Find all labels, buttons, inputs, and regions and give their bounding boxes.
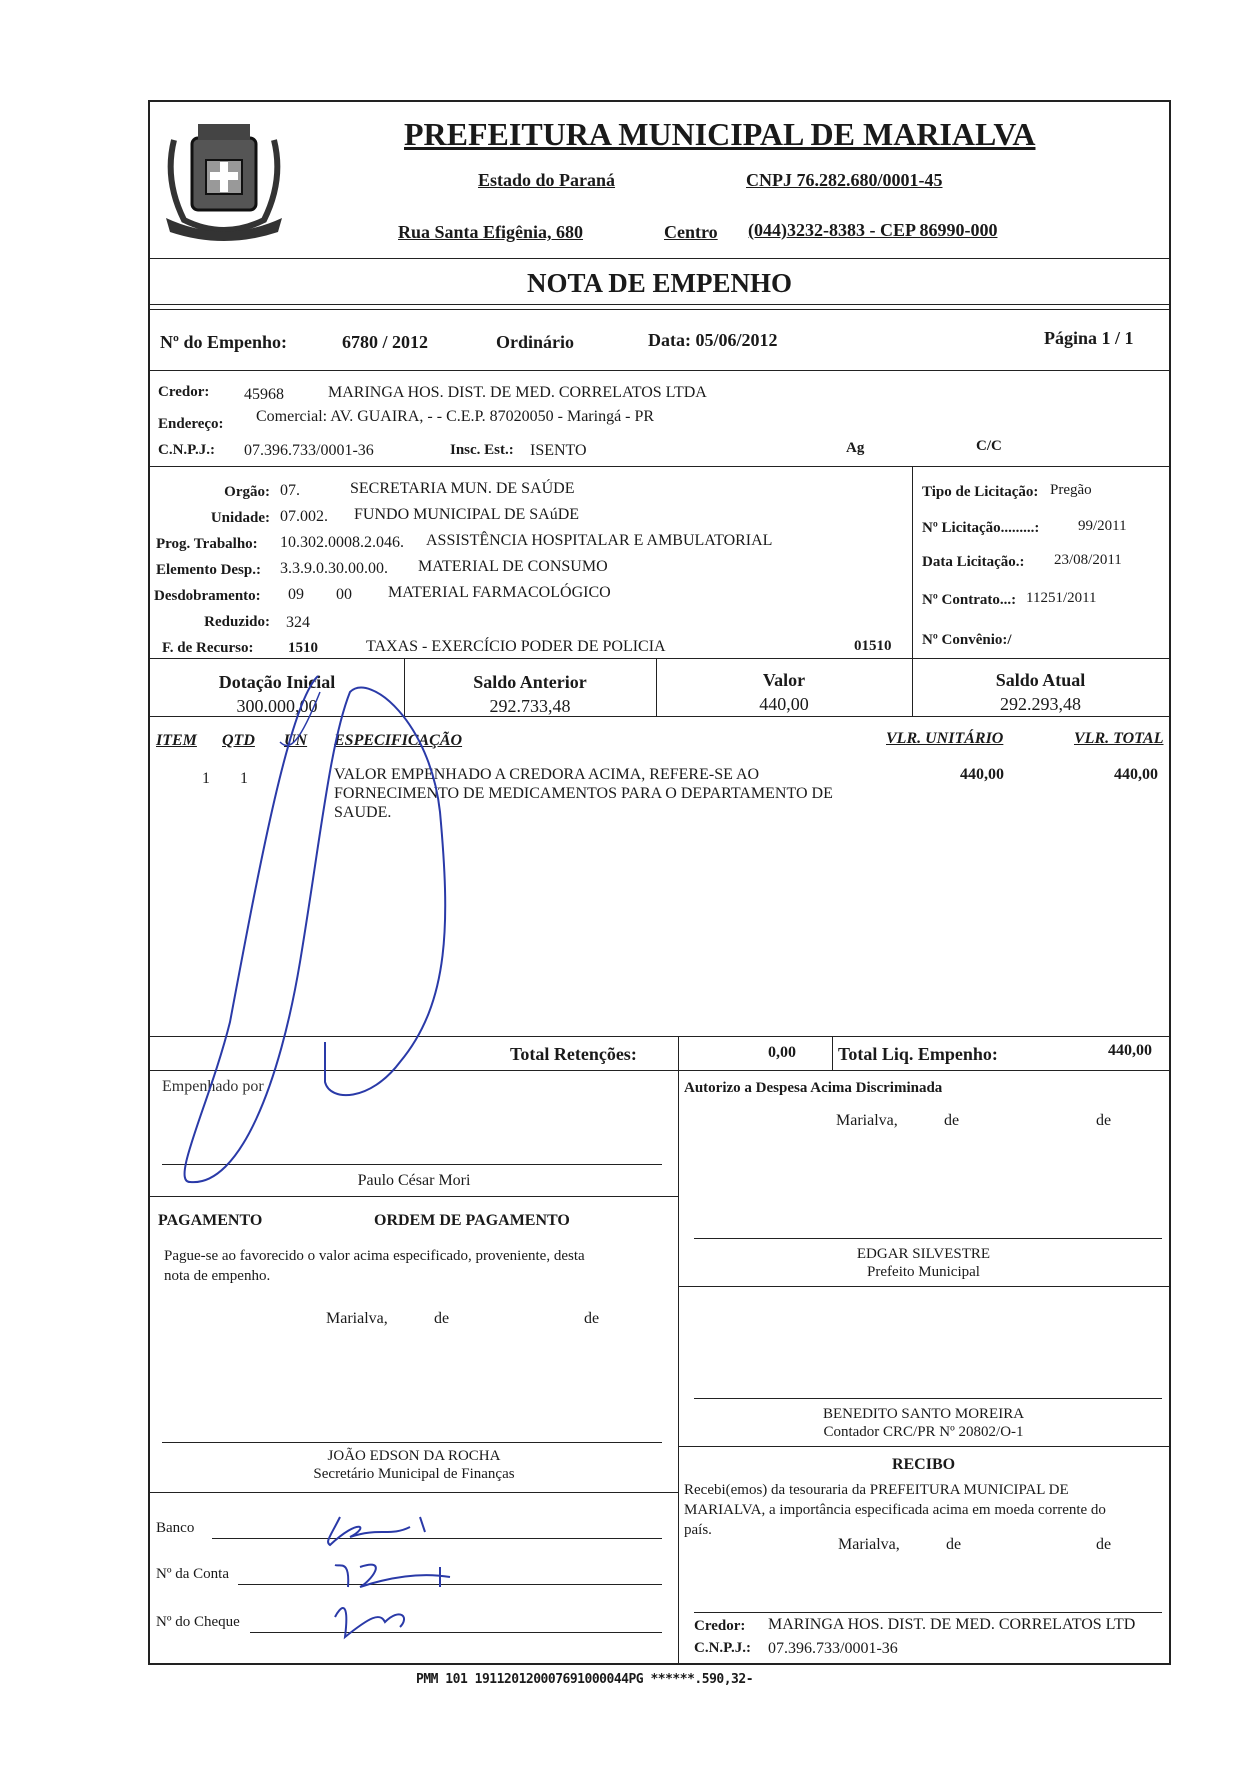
contador-name: BENEDITO SANTO MOREIRA (822, 1406, 1025, 1422)
autorizo-de-1: de (944, 1112, 960, 1129)
credor-label: Credor: (158, 384, 210, 400)
recibo-cnpj: 07.396.733/0001-36 (768, 1640, 898, 1657)
item-desc-line3: SAUDE. (334, 804, 392, 821)
credor-name: MARINGA HOS. DIST. DE MED. CORRELATOS LTDA (328, 384, 707, 401)
desdobramento-code: 09 (288, 586, 304, 603)
cc-label: C/C (976, 438, 1002, 454)
total-retencoes-label: Total Retenções: (510, 1044, 637, 1064)
pagamento-text-line2: nota de empenho. (164, 1268, 271, 1284)
recibo-city: Marialva, (838, 1536, 900, 1553)
saldo-atual-value: 292.293,48 (1000, 694, 1081, 714)
pagamento-text-line1: Pague-se ao favorecido o valor acima especificado, proveniente, desta (164, 1248, 585, 1264)
header-district: Centro (664, 222, 718, 242)
prog-name: ASSISTÊNCIA HOSPITALAR E AMBULATORIAL (426, 532, 773, 549)
pagamento-de-2: de (584, 1310, 600, 1327)
autorizo-label: Autorizo a Despesa Acima Discriminada (684, 1080, 943, 1096)
fonte-name: TAXAS - EXERCÍCIO PODER DE POLICIA (366, 638, 666, 655)
page-number: Página 1 / 1 (1044, 328, 1134, 348)
saldo-atual-label: Saldo Atual (995, 670, 1086, 690)
empenhado-por-label: Empenhado por (162, 1078, 264, 1095)
unidade-code: 07.002. (280, 508, 328, 525)
elemento-label: Elemento Desp.: (156, 562, 261, 578)
item-qtd: 1 (240, 770, 248, 787)
col-item: ITEM (156, 732, 197, 749)
reduzido-value: 324 (286, 614, 310, 631)
prog-code: 10.302.0008.2.046. (280, 534, 404, 551)
col-qtd: QTD (222, 732, 255, 749)
recibo-de-2: de (1096, 1536, 1112, 1553)
handwritten-banco-icon (300, 1497, 500, 1647)
empenho-date: Data: 05/06/2012 (648, 330, 778, 350)
prefeito-name: EDGAR SILVESTRE (856, 1246, 991, 1262)
empenho-number: 6780 / 2012 (342, 332, 429, 352)
unidade-label: Unidade: (210, 510, 270, 526)
prog-label: Prog. Trabalho: (156, 536, 258, 552)
prefeito-role: Prefeito Municipal (867, 1264, 980, 1280)
licitacao-data: 23/08/2011 (1054, 552, 1122, 568)
recibo-de-1: de (946, 1536, 962, 1553)
recibo-cnpj-label: C.N.P.J.: (694, 1640, 751, 1656)
insc-label: Insc. Est.: (450, 442, 514, 458)
item-vlr-unitario: 440,00 (960, 766, 1004, 783)
insc-value: ISENTO (530, 442, 587, 459)
fonte-code: 1510 (288, 640, 318, 656)
licitacao-num-label: Nº Licitação.........: (922, 520, 1040, 536)
pagamento-city: Marialva, (326, 1310, 388, 1327)
saldo-anterior-value: 292.733,48 (489, 696, 571, 716)
recibo-credor-label: Credor: (694, 1618, 746, 1634)
nota-empenho-form (148, 100, 1171, 1665)
ordem-pagamento-title: ORDEM DE PAGAMENTO (374, 1212, 570, 1229)
empenho-type: Ordinário (496, 332, 575, 352)
valor-value: 440,00 (759, 694, 809, 714)
empenho-label: Nº do Empenho: (160, 332, 287, 352)
recibo-text-line1: Recebi(emos) da tesouraria da PREFEITURA MUNICIPAL DE (684, 1482, 1069, 1498)
licitacao-data-label: Data Licitação.: (922, 554, 1025, 570)
conta-label: Nº da Conta (156, 1566, 229, 1582)
item-desc-line2: FORNECIMENTO DE MEDICAMENTOS PARA O DEPARTAMENTO DE (334, 785, 833, 802)
coat-of-arms-icon (154, 110, 294, 245)
col-vlr-unitario: VLR. UNITÁRIO (886, 730, 1004, 747)
header-state: Estado do Paraná (478, 170, 616, 190)
convenio-label: Nº Convênio:/ (922, 632, 1012, 648)
total-liq-label: Total Liq. Empenho: (838, 1044, 998, 1064)
cheque-label: Nº do Cheque (156, 1614, 240, 1630)
elemento-name: MATERIAL DE CONSUMO (418, 558, 608, 575)
empenhado-por-name: Paulo César Mori (357, 1172, 471, 1189)
desdobramento-name: MATERIAL FARMACOLÓGICO (388, 584, 611, 601)
autorizo-de-2: de (1096, 1112, 1112, 1129)
saldo-anterior-label: Saldo Anterior (473, 672, 587, 692)
contador-role: Contador CRC/PR Nº 20802/O-1 (823, 1424, 1024, 1440)
address-label: Endereço: (158, 416, 224, 432)
cnpj-label: C.N.P.J.: (158, 442, 215, 458)
footer-code: PMM 101 191120120007691000044PG ******.590,32- (416, 1672, 754, 1687)
credor-address: Comercial: AV. GUAIRA, - - C.E.P. 87020050 - Maringá - PR (256, 408, 655, 425)
total-liq-value: 440,00 (1108, 1042, 1152, 1059)
unidade-name: FUNDO MUNICIPAL DE SAúDE (354, 506, 580, 523)
tipo-licitacao-label: Tipo de Licitação: (922, 484, 1039, 500)
col-vlr-total: VLR. TOTAL (1074, 730, 1164, 747)
item-vlr-total: 440,00 (1114, 766, 1158, 783)
orgao-name: SECRETARIA MUN. DE SAÚDE (350, 480, 575, 497)
desdobramento-sub: 00 (336, 586, 352, 603)
valor-label: Valor (762, 670, 806, 690)
ag-label: Ag (846, 440, 865, 456)
fonte-label: F. de Recurso: (162, 640, 254, 656)
secretario-role: Secretário Municipal de Finanças (313, 1466, 515, 1482)
recibo-title: RECIBO (891, 1456, 956, 1473)
elemento-code: 3.3.9.0.30.00.00. (280, 560, 388, 577)
col-especificacao: ESPECIFICAÇÃO (334, 732, 463, 749)
banco-label: Banco (156, 1520, 195, 1536)
total-retencoes-value: 0,00 (768, 1044, 796, 1061)
item-desc-line1: VALOR EMPENHADO A CREDORA ACIMA, REFERE-SE AO (334, 766, 760, 783)
orgao-label: Orgão: (224, 484, 270, 500)
col-un: UN (284, 732, 308, 749)
credor-cnpj: 07.396.733/0001-36 (244, 442, 374, 459)
licitacao-num: 99/2011 (1078, 518, 1127, 534)
tipo-licitacao: Pregão (1050, 482, 1092, 498)
autorizo-city: Marialva, (836, 1112, 898, 1129)
desdobramento-label: Desdobramento: (154, 588, 261, 604)
recibo-text-line2: MARIALVA, a importância especificada acima em moeda corrente do (684, 1502, 1106, 1518)
signature-scribble-icon (150, 662, 550, 1202)
recibo-credor: MARINGA HOS. DIST. DE MED. CORRELATOS LTD (768, 1616, 1136, 1633)
dotacao-value: 300.000,00 (236, 696, 318, 716)
document-title: NOTA DE EMPENHO (526, 268, 793, 298)
pagamento-de-1: de (434, 1310, 450, 1327)
secretario-name: JOÃO EDSON DA ROCHA (327, 1448, 501, 1464)
header-address: Rua Santa Efigênia, 680 (398, 222, 584, 242)
header-cnpj: CNPJ 76.282.680/0001-45 (746, 170, 943, 190)
fonte-number: 01510 (854, 638, 892, 654)
pagamento-label: PAGAMENTO (158, 1212, 263, 1229)
reduzido-label: Reduzido: (204, 614, 270, 630)
item-number: 1 (202, 770, 210, 787)
dotacao-label: Dotação Inicial (218, 672, 336, 692)
credor-code: 45968 (244, 386, 284, 403)
orgao-code: 07. (280, 482, 300, 499)
recibo-text-line3: país. (684, 1522, 712, 1538)
header-title: PREFEITURA MUNICIPAL DE MARIALVA (404, 116, 1036, 152)
contrato-value: 11251/2011 (1026, 590, 1097, 606)
contrato-label: Nº Contrato...: (922, 592, 1017, 608)
header-phone-cep: (044)3232-8383 - CEP 86990-000 (748, 220, 998, 240)
